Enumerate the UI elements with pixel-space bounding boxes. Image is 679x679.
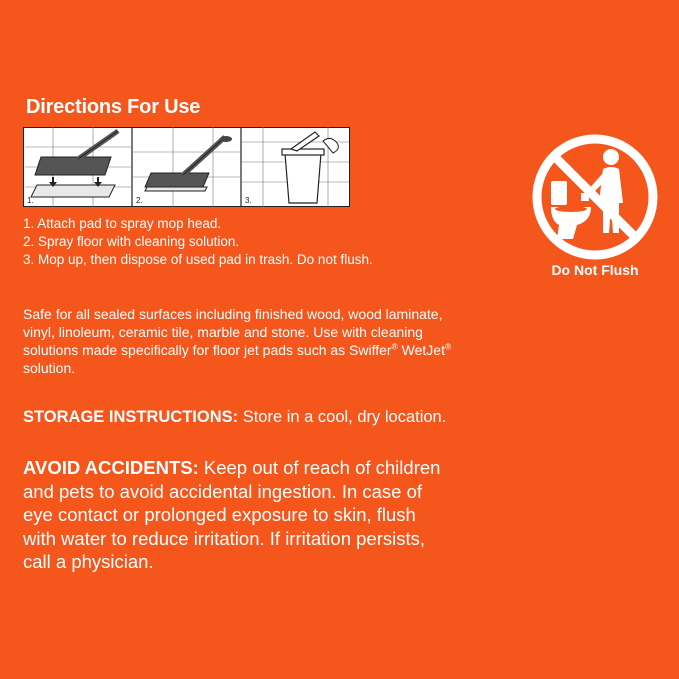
directions-steps [23, 215, 373, 269]
do-not-flush-label: Do Not Flush [551, 262, 639, 278]
storage-label: STORAGE INSTRUCTIONS: [23, 408, 239, 426]
surfaces-paragraph [23, 305, 473, 377]
registered-mark-2: ® [444, 341, 452, 352]
storage-instructions [23, 406, 483, 428]
directions-title: Directions For Use [26, 96, 201, 118]
step-3-text: 3. Mop up, then dispose of used pad in trash. Do not flush. [23, 252, 373, 267]
step-1-text: 1. Attach pad to spray mop head. [23, 216, 222, 231]
registered-mark-1: ® [391, 341, 398, 352]
storage-text: Store in a cool, dry location. [238, 408, 447, 426]
avoid-label: AVOID ACCIDENTS: [23, 457, 199, 478]
avoid-accidents [23, 456, 453, 574]
step-2-number: 2. [136, 196, 143, 205]
step-2-text: 2. Spray floor with cleaning solution. [23, 234, 240, 249]
surfaces-text-b: WetJet [397, 342, 445, 358]
avoid-text: Keep out of reach of children and pets to avoid accidental ingestion. In case of eye contact or prolonged exposure to skin, flush with water to reduce irritation. If irritation persists, call a physician. [23, 457, 441, 572]
step-3-number: 3. [245, 196, 252, 205]
step-1-number: 1. [27, 196, 34, 205]
surfaces-text-c: solution. [23, 360, 76, 376]
directions-illustration [23, 127, 350, 207]
surfaces-text-a: Safe for all sealed surfaces including finished wood, wood laminate, vinyl, linoleum, ceramic tile, marble and stone. Use with cleaning solutions made specifically for floor jet pads such as Swiffer [23, 306, 443, 358]
no-flush-icon [529, 131, 661, 263]
